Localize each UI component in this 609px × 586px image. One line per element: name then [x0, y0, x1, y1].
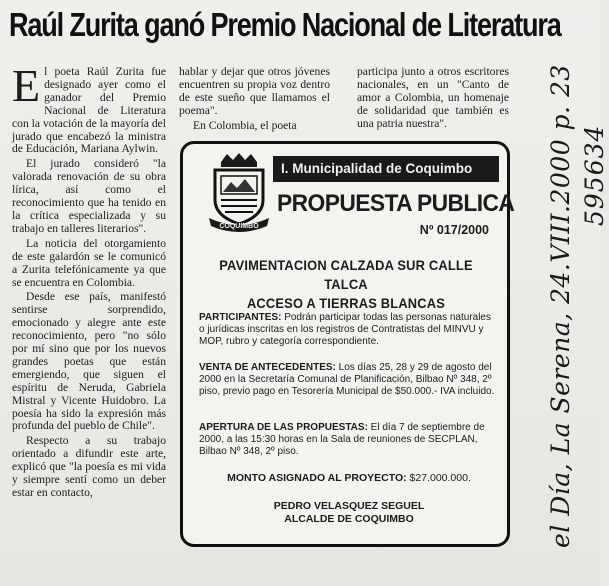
project-name: PAVIMENTACION CALZADA SUR CALLE TALCA ACCESO A TIERRAS BLANCAS: [219, 257, 473, 311]
article-paragraph: El poeta Raúl Zurita fue designado ayer como el ganador del Premio Nacional de Literatura con la votación de la mayoría del jurado que encabezó la ministra de Educación, Mariana Aylwin.: [12, 60, 166, 156]
article-column-3: [357, 66, 509, 131]
article-paragraph: En Colombia, el poeta: [193, 118, 297, 132]
handwritten-catalog-number: 595634: [580, 124, 609, 226]
monto-value: $27.000.000.: [409, 472, 471, 484]
venta-section: [199, 362, 499, 399]
article-paragraph: participa junto a otros escritores nacionales, en un "Canto de amor a Colombia, un homenaje de solidaridad que también es una patria nuestra".: [357, 65, 509, 130]
article-paragraph: La noticia del otorgamiento de este galardón se le comunicó a Zurita telefónicamente ya que se encuentra en Colombia.: [12, 236, 166, 289]
public-tender-ad: [180, 141, 515, 547]
article-paragraph: Respecto a su trabajo orientado a difundir este arte, explicó que "la poesía es mi vida y siempre sentí como un deber estar en contacto,: [12, 434, 166, 499]
monto-label: MONTO ASIGNADO AL PROYECTO:: [227, 472, 407, 484]
section-label: APERTURA DE LAS PROPUESTAS:: [199, 422, 368, 433]
coquimbo-crest-icon: [207, 152, 271, 236]
crest-motto: COQUIMBO: [219, 223, 259, 230]
participantes-section: [199, 312, 499, 349]
signature-block: [199, 500, 499, 525]
section-label: VENTA DE ANTECEDENTES:: [199, 362, 336, 373]
section-text: Los días 25, 28 y 29 de agosto del 2000 en la Secretaría Comunal de Planificación, Bilbao Nº 348, 2º piso, previo pago en Tesorería Municipal de $50.000.- IVA incluido.: [199, 362, 495, 398]
drop-cap: E: [12, 60, 41, 111]
section-text: Podrán participar todas las personas naturales o jurídicas inscritas en los registros de Contratistas del MINVU y MOP, rubro y categoría correspondiente.: [199, 312, 491, 348]
section-label: PARTICIPANTES:: [199, 312, 282, 323]
monto-section: [199, 472, 499, 484]
section-text: El día 7 de septiembre de 2000, a las 15:30 horas en la Sala de reuniones de SECPLAN, Bilbao Nº 348, 2º piso.: [199, 422, 485, 458]
ad-number: Nº 017/2000: [419, 223, 489, 237]
article-paragraph: hablar y dejar que otros jóvenes encuentren su propia voz dentro de este sueño que llamamos el poema".: [179, 65, 330, 117]
article-column-2: [179, 66, 330, 133]
article-column-1: [12, 60, 166, 500]
article-paragraph: El jurado consideró "la valorada renovación de su obra lírica, así como el reconocimiento que ha tenido en la crítica especializada y su trabajo en talleres literarios".: [12, 157, 166, 235]
municipality-banner: I. Municipalidad de Coquimbo: [273, 156, 499, 182]
signer-title: ALCALDE DE COQUIMBO: [284, 512, 414, 525]
apertura-section: [199, 422, 499, 459]
signer-name: PEDRO VELASQUEZ SEGUEL: [273, 500, 425, 512]
ad-title: PROPUESTA PUBLICA: [277, 190, 515, 217]
article-headline: Raúl Zurita ganó Premio Nacional de Literatura: [9, 6, 561, 43]
article-paragraph: Desde ese país, manifestó sentirse sorprendido, emocionado y alegre ante este reconocimiento, pero "no sólo por mí sino que por los nuevos grandes poetas que están emergiendo, que siguen el espíritu de Neruda, Gabriela Mistral y Vicente Huidobro. La poesía ha sido la expresión más profunda del pueblo de Chile".: [12, 290, 166, 433]
handwritten-source-note: el Día, La Serena, 24.VIII.2000 p. 23: [546, 64, 575, 548]
